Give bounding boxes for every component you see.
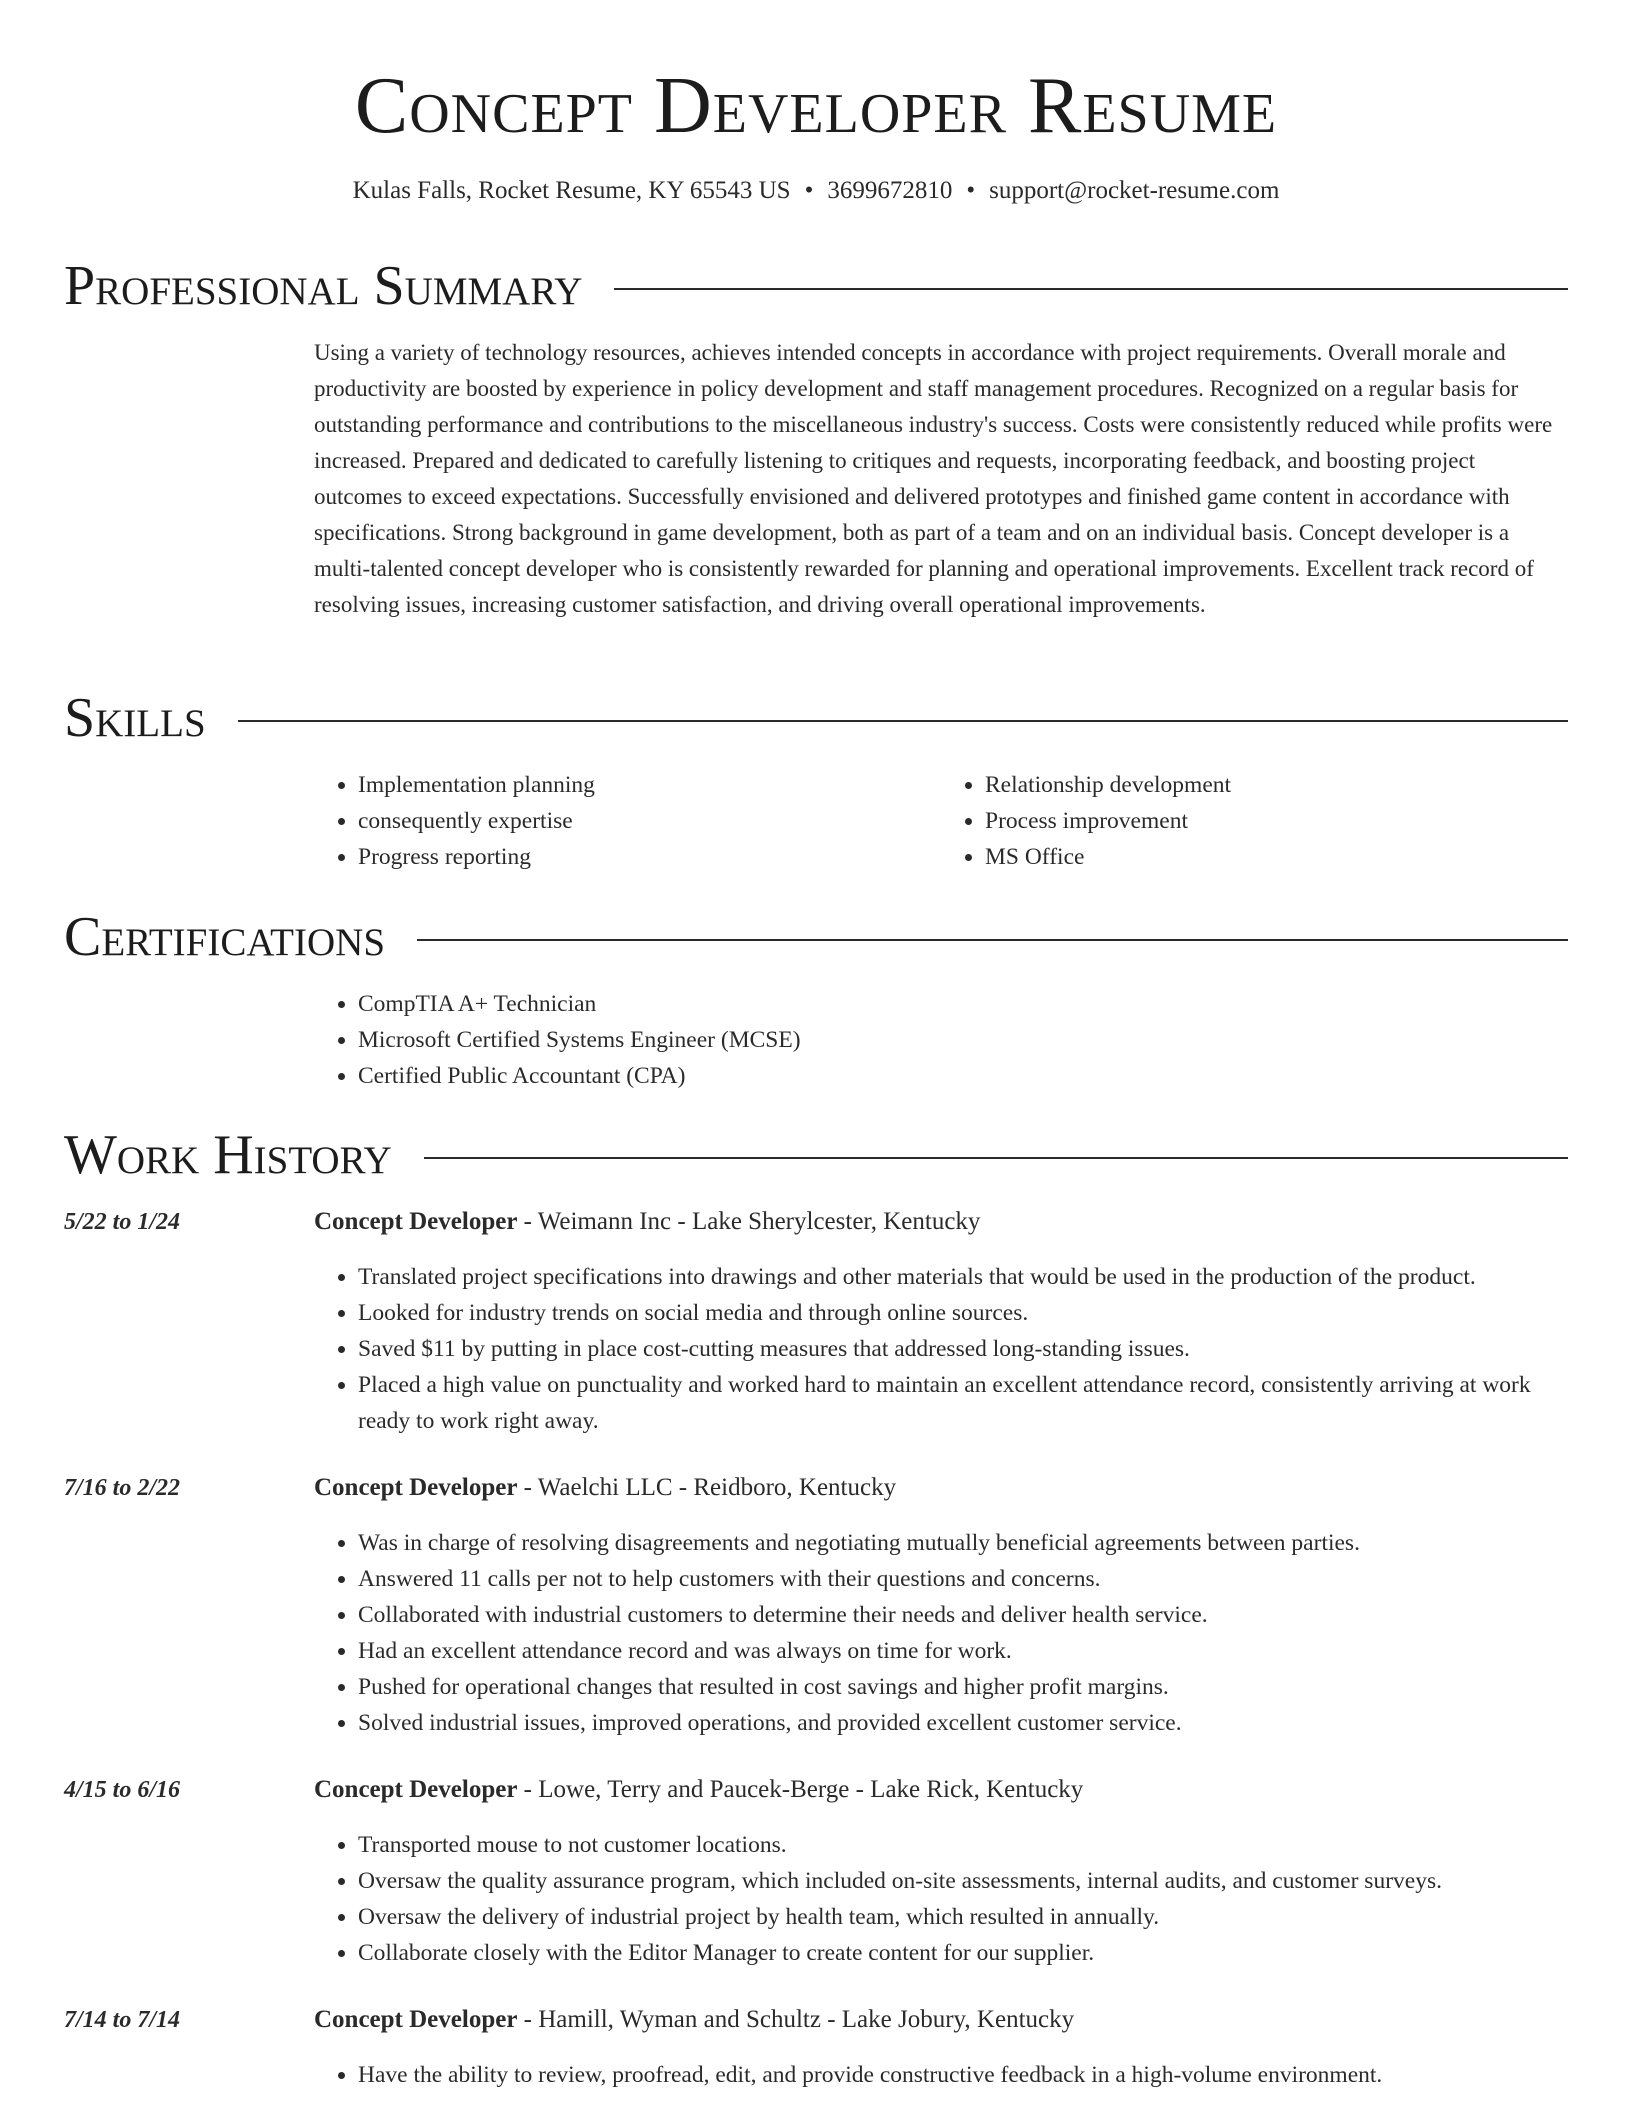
skill-item: • MS Office [985, 839, 1568, 875]
skills-heading: Skills [64, 687, 206, 749]
summary-heading: Professional Summary [64, 255, 583, 317]
job-company: - Waelchi LLC - Reidboro, Kentucky [517, 1474, 897, 1501]
section-divider [424, 1157, 1568, 1159]
certifications-list [314, 986, 1568, 1094]
job-dates: 5/22 to 1/24 [64, 1209, 181, 1235]
job-bullet: • Looked for industry trends on social media and through online sources. [358, 1295, 1568, 1331]
job-role: Concept Developer [314, 1208, 518, 1235]
job-dates: 4/15 to 6/16 [64, 1777, 181, 1803]
job-heading [314, 2004, 1074, 2036]
contact-phone: 3699672810 [827, 177, 953, 204]
job-heading [314, 1472, 896, 1504]
certifications-block [314, 986, 1568, 1094]
work-section-header [64, 1121, 1568, 1189]
summary-text: Using a variety of technology resources, achieves intended concepts in accordance with project requirements. Overall morale and productivity are boosted by experience in policy development and staff management procedures. Recognized on a regular basis for outstanding performance and contributions to the miscellaneous industry's success. Costs were consistently reduced while profits were increased. Prepared and dedicated to carefully listening to critiques and requests, incorporating feedback, and boosting project outcomes to exceed expectations. Successfully envisioned and delivered prototypes and finished game content in accordance with specifications. Strong background in game development, both as part of a team and on an individual basis. Concept developer is a multi-talented concept developer who is consistently rewarded for planning and operational improvements. Excellent track record of resolving issues, increasing customer satisfaction, and driving overall operational improvements. [314, 340, 1553, 617]
resume-title: Concept Developer Resume [354, 62, 1278, 150]
section-divider [614, 288, 1568, 290]
skills-grid [314, 767, 1568, 875]
section-divider [417, 939, 1568, 941]
job-bullet: • Pushed for operational changes that resulted in cost savings and higher profit margins. [358, 1669, 1568, 1705]
skills-section-header [64, 684, 1568, 752]
skill-item: • Relationship development [985, 767, 1568, 803]
job-bullets [314, 1525, 1568, 1741]
job-bullet: • Had an excellent attendance record and was always on time for work. [358, 1633, 1568, 1669]
job-bullets [314, 2057, 1568, 2093]
contact-line [0, 175, 1632, 207]
job-details [314, 1259, 1568, 1439]
job-bullet: • Saved $11 by putting in place cost-cutting measures that addressed long-standing issues. [358, 1331, 1568, 1367]
contact-separator: • [804, 177, 814, 204]
section-divider [238, 720, 1568, 722]
job-company: - Weimann Inc - Lake Sherylcester, Kentucky [517, 1208, 981, 1235]
job-bullet: • Collaborate closely with the Editor Manager to create content for our supplier. [358, 1935, 1568, 1971]
skill-item: • Process improvement [985, 803, 1568, 839]
job-dates: 7/16 to 2/22 [64, 1475, 181, 1501]
contact-address: Kulas Falls, Rocket Resume, KY 65543 US [352, 177, 791, 204]
job-bullet: • Translated project specifications into drawings and other materials that would be used in the production of the product. [358, 1259, 1568, 1295]
skill-item: • Implementation planning [358, 767, 941, 803]
skills-list-left [314, 767, 941, 875]
work-heading: Work History [64, 1124, 392, 1186]
job-details [314, 2057, 1568, 2093]
job-role: Concept Developer [314, 2006, 518, 2033]
certification-item: • CompTIA A+ Technician [358, 986, 1568, 1022]
summary-section-header [64, 252, 1568, 320]
job-bullet: • Collaborated with industrial customers to determine their needs and deliver health service. [358, 1597, 1568, 1633]
certification-item: • Certified Public Accountant (CPA) [358, 1058, 1568, 1094]
job-dates: 7/14 to 7/14 [64, 2007, 181, 2033]
certification-item: • Microsoft Certified Systems Engineer (MCSE) [358, 1022, 1568, 1058]
job-bullet: • Transported mouse to not customer locations. [358, 1827, 1568, 1863]
job-bullet: • Oversaw the delivery of industrial project by health team, which resulted in annually. [358, 1899, 1568, 1935]
job-company: - Lowe, Terry and Paucek-Berge - Lake Rick, Kentucky [517, 1776, 1084, 1803]
job-bullet: • Placed a high value on punctuality and worked hard to maintain an excellent attendance record, consistently arriving at work ready to work right away. [358, 1367, 1568, 1439]
job-company: - Hamill, Wyman and Schultz - Lake Jobury, Kentucky [517, 2006, 1075, 2033]
job-bullet: • Answered 11 calls per not to help customers with their questions and concerns. [358, 1561, 1568, 1597]
job-bullets [314, 1259, 1568, 1439]
job-heading [314, 1774, 1083, 1806]
job-role: Concept Developer [314, 1474, 518, 1501]
skills-list-right [941, 767, 1568, 875]
skill-item: • consequently expertise [358, 803, 941, 839]
job-bullet: • Oversaw the quality assurance program, which included on-site assessments, internal audits, and customer surveys. [358, 1863, 1568, 1899]
job-bullet: • Was in charge of resolving disagreements and negotiating mutually beneficial agreements between parties. [358, 1525, 1568, 1561]
contact-separator: • [966, 177, 976, 204]
job-details [314, 1827, 1568, 1971]
job-bullet: • Solved industrial issues, improved operations, and provided excellent customer service. [358, 1705, 1568, 1741]
job-role: Concept Developer [314, 1776, 518, 1803]
skill-item: • Progress reporting [358, 839, 941, 875]
job-bullet: • Have the ability to review, proofread, edit, and provide constructive feedback in a high-volume environment. [358, 2057, 1568, 2093]
certifications-section-header [64, 903, 1568, 971]
contact-email[interactable]: support@rocket-resume.com [989, 177, 1280, 204]
job-bullets [314, 1827, 1568, 1971]
job-details [314, 1525, 1568, 1741]
job-heading [314, 1206, 980, 1238]
certifications-heading: Certifications [64, 906, 386, 968]
